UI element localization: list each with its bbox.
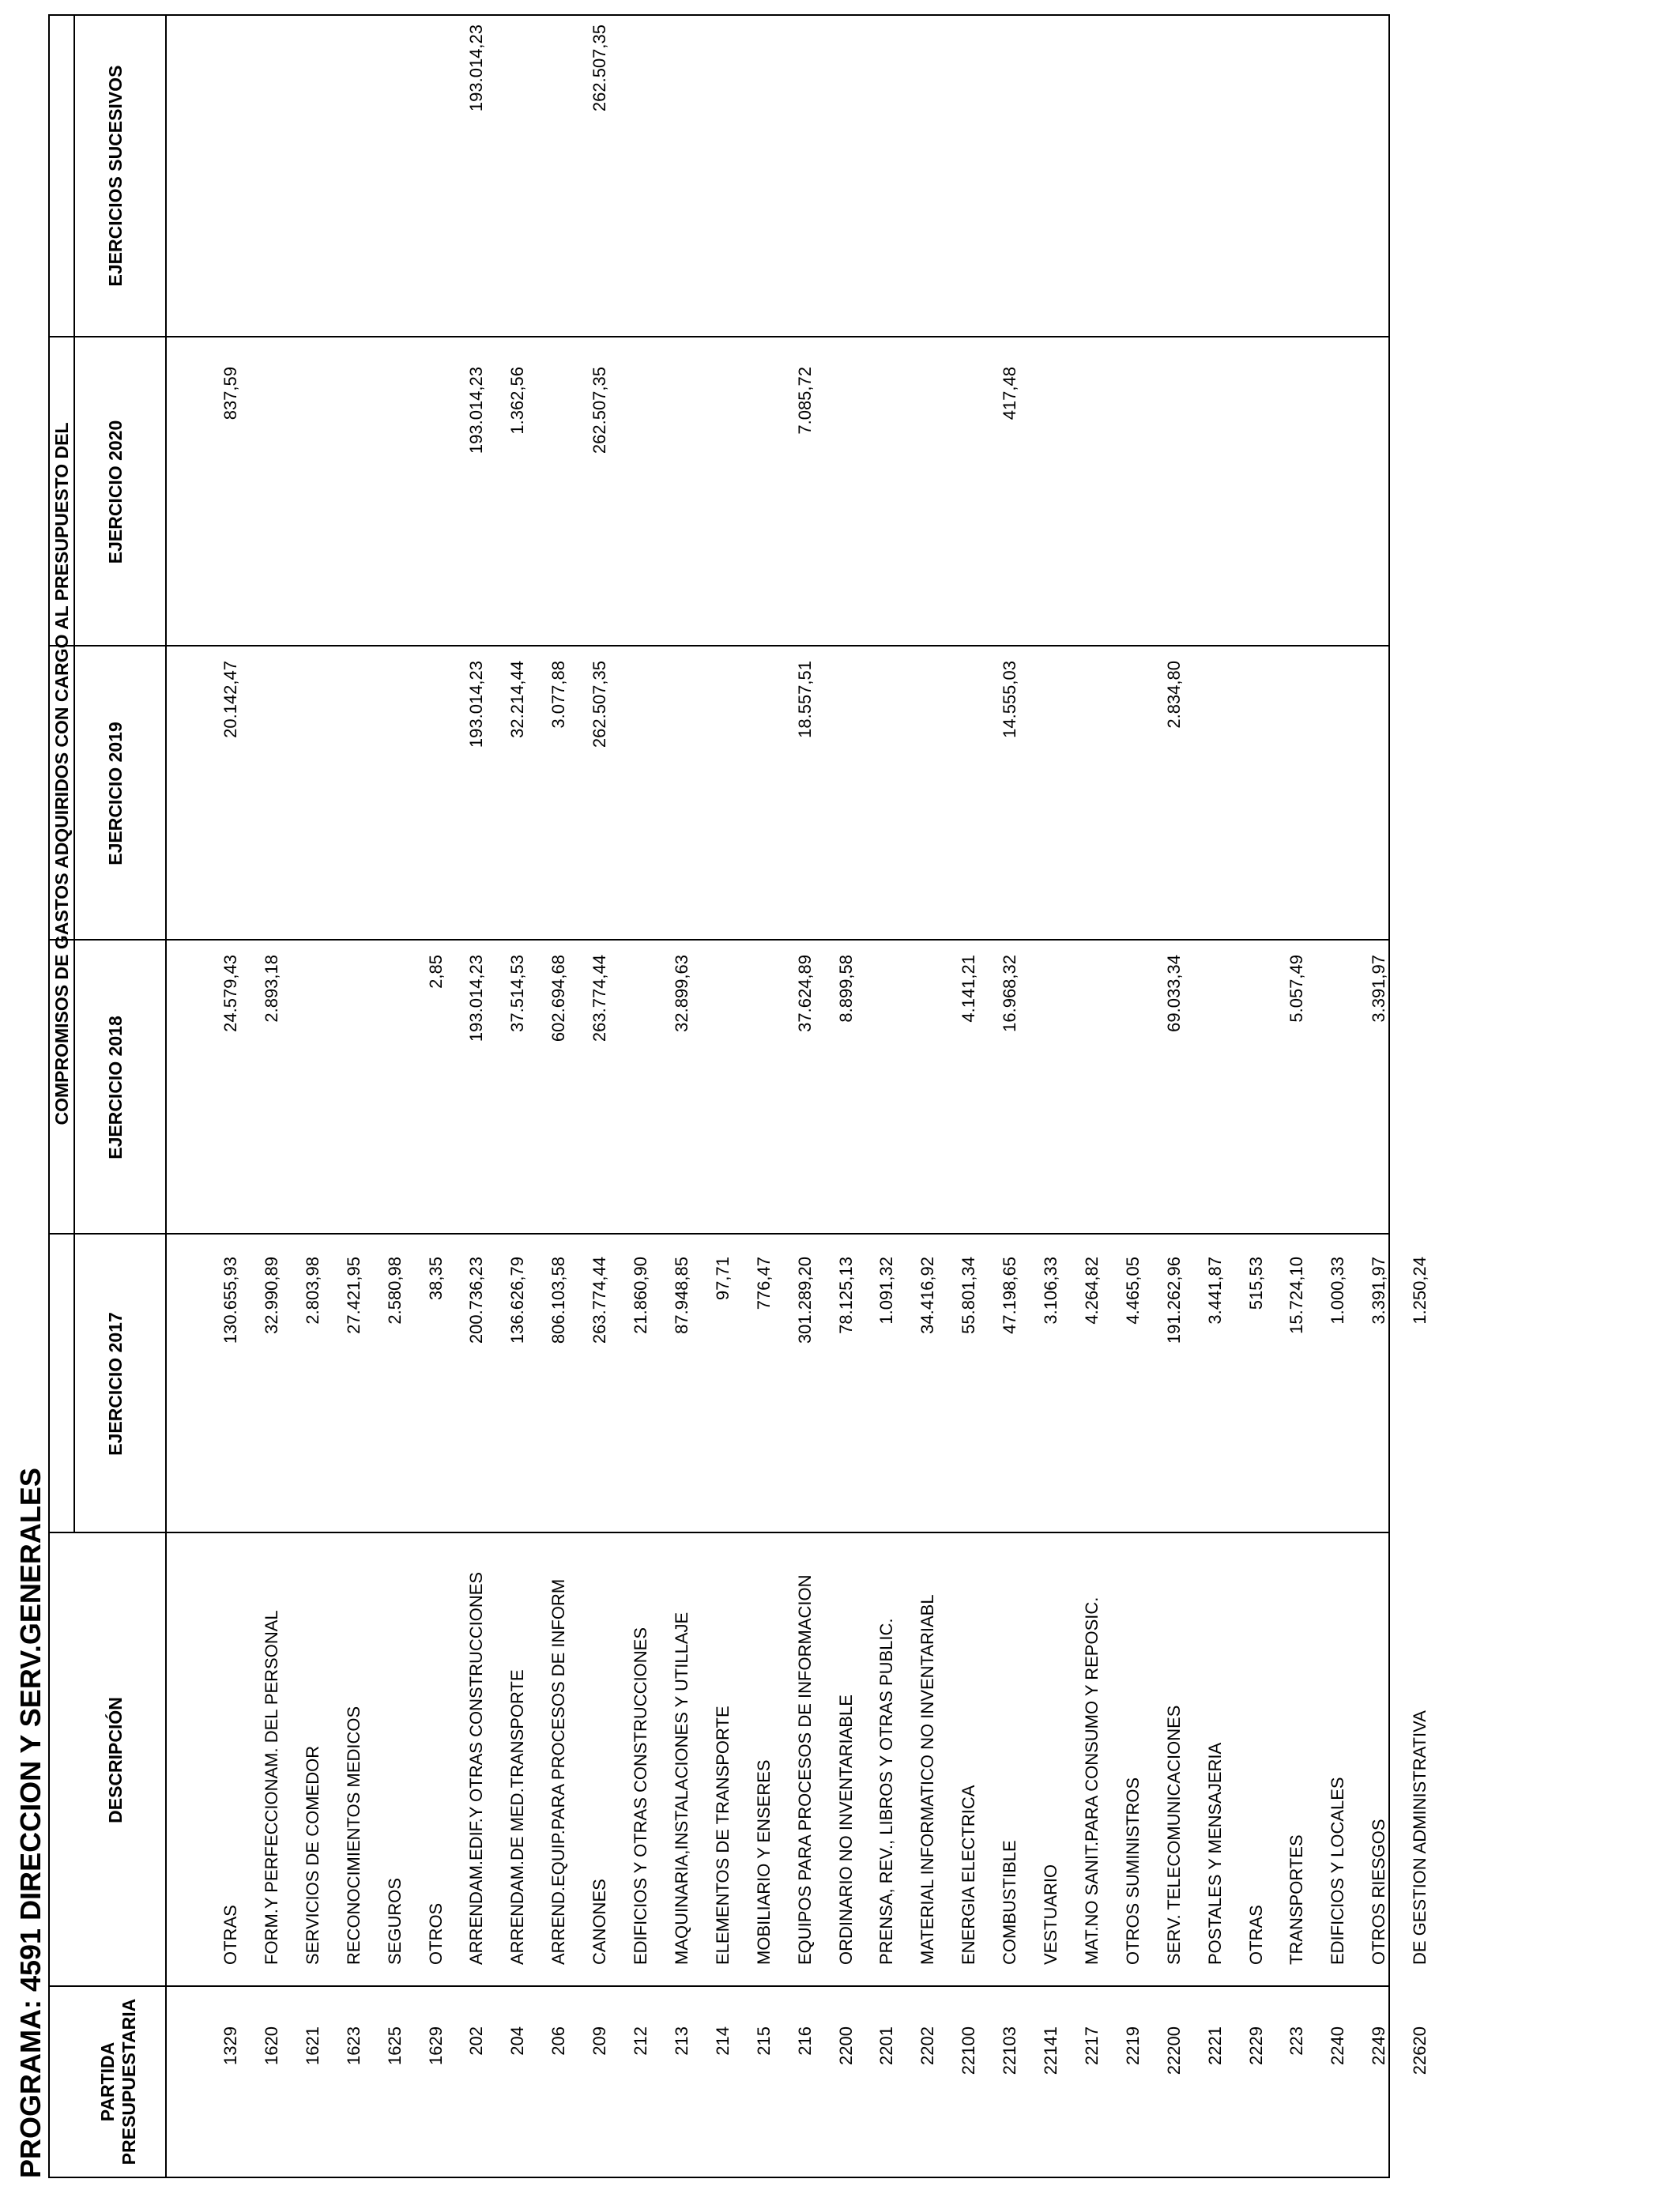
ejercicio-2017-cell: 27.421,95 <box>343 1257 363 1334</box>
partida-cell: 214 <box>712 2026 733 2056</box>
partida-cell: 209 <box>590 2026 610 2056</box>
ejercicios-sucesivos-cell: 262.507,35 <box>590 25 610 112</box>
ejercicio-2018-cell: 2,85 <box>425 955 446 989</box>
partida-cell: 22100 <box>959 2026 979 2075</box>
description-cell: DE GESTION ADMINISTRATIVA <box>1410 1710 1430 1965</box>
partida-cell: 2221 <box>1204 2026 1225 2065</box>
ejercicio-2019-cell: 193.014,23 <box>466 661 487 748</box>
ejercicio-2018-cell: 69.033,34 <box>1163 955 1184 1032</box>
ejercicio-2018-cell: 37.624,89 <box>794 955 815 1032</box>
ejercicio-2017-cell: 1.250,24 <box>1410 1257 1430 1325</box>
ejercicio-2017-cell: 191.262,96 <box>1163 1257 1184 1344</box>
header-ejercicio-2020: EJERCICIO 2020 <box>105 420 126 564</box>
partida-cell: 202 <box>466 2026 487 2056</box>
ejercicio-2017-cell: 130.655,93 <box>220 1257 240 1344</box>
ejercicio-2019-cell: 18.557,51 <box>794 661 815 738</box>
partida-cell: 2219 <box>1122 2026 1143 2065</box>
ejercicio-2017-cell: 200.736,23 <box>466 1257 487 1344</box>
description-cell: FORM.Y PERFECCIONAM. DEL PERSONAL <box>261 1610 281 1965</box>
header-ejercicio-2019: EJERCICIO 2019 <box>105 722 126 865</box>
ejercicio-2017-cell: 87.948,85 <box>671 1257 691 1334</box>
partida-cell: 1629 <box>425 2026 446 2065</box>
ejercicio-2017-cell: 515,53 <box>1245 1257 1266 1310</box>
column-divider <box>50 1985 1388 1987</box>
description-cell: VESTUARIO <box>1041 1864 1060 1965</box>
ejercicio-2017-cell: 47.198,65 <box>1000 1257 1020 1334</box>
partida-cell: 22103 <box>1000 2026 1020 2075</box>
ejercicio-2017-cell: 2.803,98 <box>302 1257 322 1325</box>
partida-cell: 2202 <box>917 2026 938 2065</box>
ejercicio-2020-cell: 1.362,56 <box>507 367 528 435</box>
description-cell: EDIFICIOS Y LOCALES <box>1328 1777 1348 1965</box>
ejercicio-2017-cell: 15.724,10 <box>1286 1257 1307 1334</box>
description-cell: ELEMENTOS DE TRANSPORTE <box>712 1706 733 1965</box>
partida-cell: 223 <box>1286 2026 1307 2056</box>
ejercicio-2018-cell: 37.514,53 <box>507 955 528 1032</box>
ejercicio-2018-cell: 263.774,44 <box>590 955 610 1042</box>
description-cell: SERVICIOS DE COMEDOR <box>302 1745 322 1965</box>
partida-cell: 22620 <box>1410 2026 1430 2075</box>
description-cell: PRENSA, REV., LIBROS Y OTRAS PUBLIC. <box>876 1618 897 1965</box>
ejercicios-sucesivos-cell: 193.014,23 <box>466 25 487 112</box>
ejercicio-2017-cell: 1.000,33 <box>1328 1257 1348 1325</box>
header-ejercicio-2018: EJERCICIO 2018 <box>105 1016 126 1159</box>
ejercicio-2018-cell: 2.893,18 <box>261 955 281 1023</box>
partida-cell: 1329 <box>220 2026 240 2065</box>
description-cell: EDIFICIOS Y OTRAS CONSTRUCCIONES <box>631 1627 650 1965</box>
partida-cell: 2229 <box>1245 2026 1266 2065</box>
ejercicio-2017-cell: 1.091,32 <box>876 1257 897 1325</box>
description-cell: TRANSPORTES <box>1286 1834 1307 1965</box>
partida-cell: 215 <box>753 2026 774 2056</box>
ejercicio-2018-cell: 16.968,32 <box>1000 955 1020 1032</box>
description-cell: EQUIPOS PARA PROCESOS DE INFORMACION <box>794 1574 815 1965</box>
partida-cell: 213 <box>671 2026 691 2056</box>
partida-cell: 216 <box>794 2026 815 2056</box>
partida-cell: 2240 <box>1328 2026 1348 2065</box>
header-ejercicios-sucesivos: EJERCICIOS SUCESIVOS <box>105 65 126 287</box>
partida-cell: 206 <box>548 2026 569 2056</box>
description-cell: ENERGIA ELECTRICA <box>959 1785 979 1965</box>
ejercicio-2017-cell: 3.391,97 <box>1369 1257 1389 1325</box>
description-cell: OTROS RIESGOS <box>1369 1819 1389 1965</box>
header-partida <box>97 1987 140 2177</box>
ejercicio-2018-cell: 4.141,21 <box>959 955 979 1023</box>
ejercicio-2019-cell: 14.555,03 <box>1000 661 1020 738</box>
description-cell: ARRENDAM.EDIF.Y OTRAS CONSTRUCCIONES <box>466 1571 487 1965</box>
description-cell: OTROS SUMINISTROS <box>1122 1777 1143 1965</box>
description-cell: MATERIAL INFORMATICO NO INVENTARIABL <box>917 1594 938 1965</box>
description-cell: POSTALES Y MENSAJERIA <box>1204 1742 1225 1965</box>
description-cell: ARREND.EQUIP.PARA PROCESOS DE INFORM <box>548 1578 569 1965</box>
ejercicio-2019-cell: 2.834,80 <box>1163 661 1184 729</box>
commitments-table <box>48 14 1430 2178</box>
ejercicio-2020-cell: 417,48 <box>1000 367 1020 420</box>
ejercicio-2018-cell: 8.899,58 <box>835 955 856 1023</box>
partida-cell: 2200 <box>835 2026 856 2065</box>
ejercicio-2020-cell: 193.014,23 <box>466 367 487 454</box>
ejercicio-2017-cell: 776,47 <box>753 1257 774 1310</box>
ejercicio-2017-cell: 97,71 <box>712 1257 733 1301</box>
partida-cell: 22200 <box>1163 2026 1184 2075</box>
ejercicio-2020-cell: 262.507,35 <box>590 367 610 454</box>
ejercicio-2018-cell: 193.014,23 <box>466 955 487 1042</box>
header-ejercicio-2017: EJERCICIO 2017 <box>105 1312 126 1456</box>
description-cell: RECONOCIMIENTOS MEDICOS <box>343 1706 363 1965</box>
ejercicio-2017-cell: 263.774,44 <box>590 1257 610 1344</box>
ejercicio-2019-cell: 32.214,44 <box>507 661 528 738</box>
description-cell: OTRAS <box>1245 1905 1266 1965</box>
header-descripcion: DESCRIPCIÓN <box>105 1697 126 1823</box>
description-cell: MOBILIARIO Y ENSERES <box>753 1759 774 1965</box>
ejercicio-2017-cell: 32.990,89 <box>261 1257 281 1334</box>
ejercicio-2017-cell: 136.626,79 <box>507 1257 528 1344</box>
partida-cell: 2201 <box>876 2026 897 2065</box>
partida-cell: 1623 <box>343 2026 363 2065</box>
description-cell: CANONES <box>590 1879 610 1965</box>
ejercicio-2018-cell: 3.391,97 <box>1369 955 1389 1023</box>
ejercicio-2018-cell: 32.899,63 <box>671 955 691 1032</box>
partida-cell: 2217 <box>1081 2026 1102 2065</box>
ejercicio-2017-cell: 806.103,58 <box>548 1257 569 1344</box>
group-header-divider <box>73 14 75 1533</box>
description-cell: ARRENDAM.DE MED.TRANSPORTE <box>507 1669 528 1965</box>
ejercicio-2017-cell: 3.441,87 <box>1204 1257 1225 1325</box>
description-cell: MAT.NO SANIT.PARA CONSUMO Y REPOSIC. <box>1081 1596 1102 1965</box>
ejercicio-2019-cell: 262.507,35 <box>590 661 610 748</box>
description-cell: SEGUROS <box>384 1877 405 1965</box>
description-cell: COMBUSTIBLE <box>1000 1840 1020 1965</box>
description-cell: ORDINARIO NO INVENTARIABLE <box>835 1695 856 1965</box>
column-divider <box>50 645 1388 647</box>
ejercicio-2017-cell: 34.416,92 <box>917 1257 938 1334</box>
column-divider <box>50 336 1388 337</box>
header-partida-line1: PARTIDA <box>97 2041 118 2122</box>
partida-cell: 2249 <box>1369 2026 1389 2065</box>
ejercicio-2018-cell: 24.579,43 <box>220 955 240 1032</box>
ejercicio-2017-cell: 4.264,82 <box>1081 1257 1102 1325</box>
description-cell: MAQUINARIA,INSTALACIONES Y UTILLAJE <box>671 1612 691 1965</box>
ejercicio-2017-cell: 78.125,13 <box>835 1257 856 1334</box>
header-partida-line2: PRESUPUESTARIA <box>119 1998 139 2166</box>
ejercicio-2018-cell: 602.694,68 <box>548 955 569 1042</box>
partida-cell: 204 <box>507 2026 528 2056</box>
ejercicio-2017-cell: 301.289,20 <box>794 1257 815 1344</box>
partida-cell: 212 <box>631 2026 650 2056</box>
column-divider <box>50 1233 1388 1235</box>
ejercicio-2017-cell: 2.580,98 <box>384 1257 405 1325</box>
ejercicio-2019-cell: 20.142,47 <box>220 661 240 738</box>
header-divider <box>165 14 167 2177</box>
description-cell: OTRAS <box>220 1905 240 1965</box>
ejercicio-2018-cell: 5.057,49 <box>1286 955 1307 1023</box>
ejercicio-2017-cell: 3.106,33 <box>1041 1257 1060 1325</box>
partida-cell: 1621 <box>302 2026 322 2065</box>
description-cell: SERV. TELECOMUNICACIONES <box>1163 1705 1184 1965</box>
partida-cell: 1620 <box>261 2026 281 2065</box>
description-cell: OTROS <box>425 1902 446 1965</box>
ejercicio-2019-cell: 3.077,88 <box>548 661 569 729</box>
partida-cell: 22141 <box>1041 2026 1060 2075</box>
ejercicio-2017-cell: 4.465,05 <box>1122 1257 1143 1325</box>
column-divider <box>50 939 1388 941</box>
page-title: PROGRAMA: 4591 DIRECCION Y SERV.GENERALES <box>14 1468 47 2178</box>
ejercicio-2020-cell: 7.085,72 <box>794 367 815 435</box>
ejercicio-2020-cell: 837,59 <box>220 367 240 420</box>
partida-cell: 1625 <box>384 2026 405 2065</box>
ejercicio-2017-cell: 38,35 <box>425 1257 446 1301</box>
header-group: COMPROMISOS DE GASTOS ADQUIRIDOS CON CARGO AL PRESUPUESTO DEL <box>51 422 72 1125</box>
ejercicio-2017-cell: 21.860,90 <box>631 1257 650 1334</box>
ejercicio-2017-cell: 55.801,34 <box>959 1257 979 1334</box>
